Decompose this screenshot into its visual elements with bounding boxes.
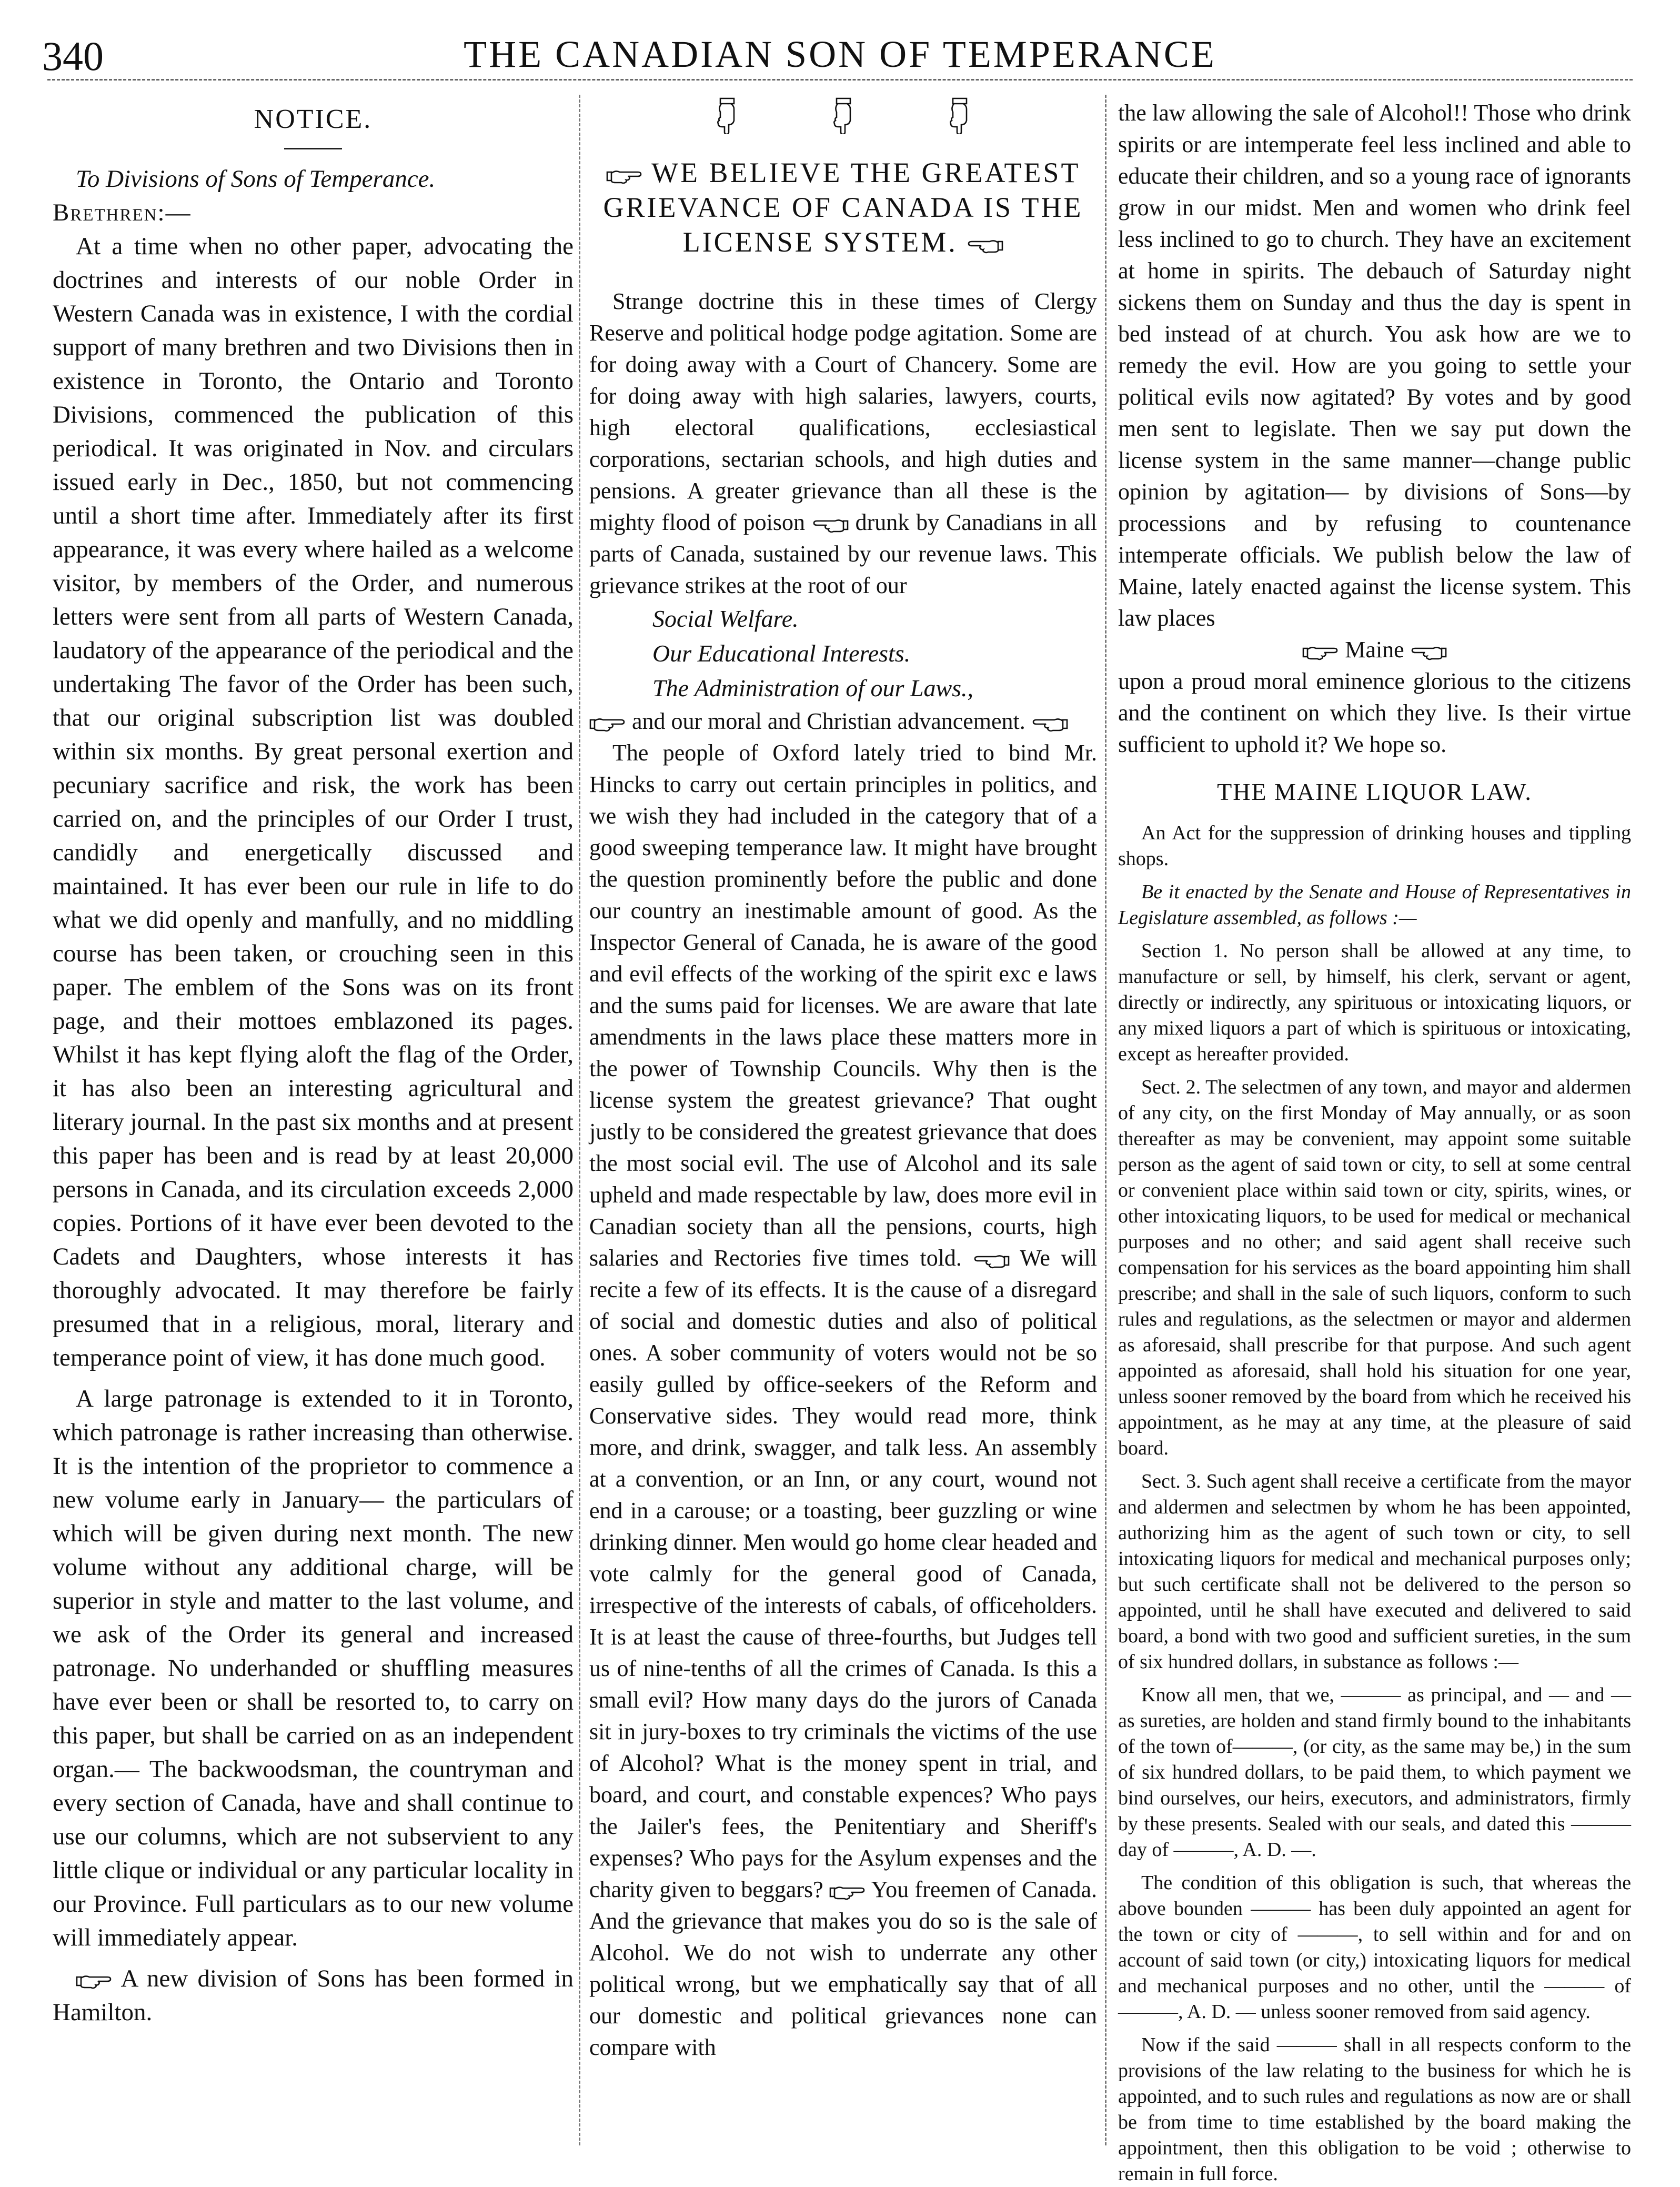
section-1: Section 1. No person shall be allowed at any time, to manufacture or sell, by himself, his clerk, servant or agent, directly or indirectly, any spirituous or intoxicating liquors, or any mixed liquors a part of which is spirituous or intoxicating, except as hereafter provided. [1118, 940, 1631, 1065]
pointing-hand-icon [812, 516, 849, 534]
editorial-paragraph-1c-text: and our moral and Christian advancement. [632, 708, 1025, 734]
column-maine-law [1118, 97, 1631, 2187]
notice-paragraph-3 [53, 1962, 574, 2029]
page-number: 340 [42, 33, 104, 79]
title-rule [284, 148, 342, 149]
spacer [1118, 1863, 1631, 1870]
motto-1: Social Welfare. [652, 605, 799, 632]
notice-paragraph-1: At a time when no other paper, advocating the doctrines and interests of our noble Order in Western Canada was in existence, I with the cordial support of many brethren and two Divisions then in existence in Toronto, the Ontario and Toronto Divisions, commenced the publication of this periodical. It was originated in Nov. and circulars issued early in Dec., 1850, but not commencing until a short time after. Immediately after its first appearance, it was every where hailed as a welcome visitor, by members of the Order, and numerous letters were sent from all parts of Western Canada, laudatory of the appearance of the periodical and the undertaking The favor of the Order has been such, that our original subscription list was doubled within six months. By great personal exertion and pecuniary sacrifice and risk, the work has been carried on, and the principles of our Order I trust, candidly and energetically discussed and maintained. It has ever been our rule in life to do what we did openly and manfully, and no middling course has been taken, or crouching seen in this paper. The emblem of the Sons was on its front page, and their mottoes emblazoned its pages. Whilst it has kept flying aloft the flag of the Order, it has also been an interesting agricultural and literary journal. In the past six months and at present this paper has been and is read by at least 20,000 persons in Canada, and its circulation exceeds 2,000 copies. Portions of it have ever been devoted to the Cadets and Daughters, whose interests it has thoroughly advocated. It may therefore be fairly presumed that in a religious, moral, literary and temperance point of view, it has done much good. [53, 233, 574, 1371]
act-title: An Act for the suppression of drinking houses and tippling shops. [1118, 822, 1631, 870]
pointing-hand-icon [1410, 643, 1447, 661]
column3-paragraph-2: upon a proud moral eminence glorious to the citizens and the continent on which they live. Is their virtue sufficient to uphold it? We hope so. [1118, 668, 1631, 757]
pointing-hand-icon [973, 1251, 1010, 1269]
pointing-hand-icon [606, 167, 643, 185]
maine-line [1118, 634, 1631, 666]
spacer [53, 1954, 574, 1962]
editorial-paragraph-1a: Strange doctrine this in these times of Clergy Reserve and political hodge podge agitation. Some are for doing away with a Court of Chancery. Some are for doing away with high salaries, lawyers, courts, high electoral qualifications, ecclesiastical corporations, sectarian schools, and high duties and pensions. A greater grievance than all these is the mighty flood of poison [589, 288, 1097, 535]
editorial-paragraph-1 [589, 286, 1097, 601]
spacer [1118, 931, 1631, 938]
editorial-paragraph-2 [589, 737, 1097, 2063]
law-title: THE MAINE LIQUOR LAW. [1217, 778, 1532, 805]
column3-paragraph-1: the law allowing the sale of Alcohol!! Those who drink spirits or are intemperate feel less inclined and able to educate their children, and so a young race of ignorants grow in our midst. Men and women who drink feel less inclined to go to church. They have an excitement at home in spirits. The debauch of Saturday night sickens them on Sunday and thus the day is spent in bed instead of at church. You ask how are we to remedy the evil. How are you going to settle your political evils now agitated? By votes and by good men sent to legislate. Then we say put down the license system in the same manner—change public opinion by agitation— by divisions of Sons—by processions and by refusing to countenance intemperate officials. We publish below the law of Maine, lately enacted against the license system. This law places [1118, 100, 1631, 631]
pointing-hand-icon [1031, 715, 1068, 733]
editorial-title-text: WE BELIEVE THE GREATEST GRIEVANCE OF CANADA IS THE LICENSE SYSTEM. [603, 157, 1083, 258]
section-3: Sect. 3. Such agent shall receive a certificate from the mayor and aldermen and selectmen by whom he has been appointed, authorizing him as the agent of such town or city, to sell intoxicating liquors for medical and mechanical purposes only; but such certificate shall not be delivered to the person so appointed, until he shall have executed and delivered to said board, a bond with two good and sufficient sureties, in the sum of six hundred dollars, in substance as follows :— [1118, 1470, 1631, 1673]
spacer [53, 1375, 574, 1382]
motto-2: Our Educational Interests. [652, 640, 911, 667]
pointing-hand-icon [709, 97, 746, 134]
editorial-title [589, 155, 1097, 259]
motto-3: The Administration of our Laws., [652, 675, 974, 701]
pointing-hand-icon [941, 97, 978, 134]
editorial-paragraph-1b: drunk by Canadians in all parts of Canada, sustained by our revenue laws. This grievance strikes at the root of our [589, 509, 1097, 598]
editorial-paragraph-2a: The people of Oxford lately tried to bind Mr. Hincks to carry out certain principles in politics, and we wish they had included in the category that of a good sweeping temperance law. It might have brought the question prominently before the public and done our country an inestimable amount of good. As the Inspector General of Canada, he is aware of the good and evil effects of the working of the spirit exc e laws and the sums paid for licenses. We are aware that late amendments in the laws place these matters more in the power of Township Councils. Why then is the license system the greatest grievance? That ought justly to be considered the greatest grievance that does the most social evil. The use of Alcohol and its sale upheld and made respectable by law, does more evil in Canadian society than all the pensions, courts, high salaries and Rectories five times told. [589, 740, 1097, 1271]
hands-ornament [589, 97, 1097, 143]
notice-paragraph-3-text: A new division of Sons has been formed in Hamilton. [53, 1965, 574, 2026]
column-notice [53, 97, 574, 2029]
enacting-clause: Be it enacted by the Senate and House of Representatives in Legislature assembled, as follows :— [1118, 881, 1631, 929]
pointing-hand-icon [76, 1972, 113, 1990]
editorial-paragraph-2b: We will recite a few of its effects. It is the cause of a disregard of social and domestic duties and also of political ones. A sober community of voters would not be so easily gulled by office-seekers of the Reform and Conservative sides. They would read more, think more, and drink, swagger, and talk less. An assembly at a convention, or an Inn, or any court, wound not end in a carouse; or a toasting, beer guzzling or wine drinking dinner. Men would go home clear headed and vote calmly for the general good of Canada, irrespective of the interests of cabals, of officeholders. It is at least the cause of three-fourths, but Judges tell us of nine-tenths of all the crimes of Canada. Is this a small evil? How many days do the jurors of Canada sit in jury-boxes to try criminals the victims of the use of Alcohol? What is the money spent in trial, and board, and court, and constable expences? Who pays the Jailer's fees, the Penitentiary and Sheriff's expenses? Who pays for the Asylum expenses and the charity given to beggars? [589, 1245, 1097, 1902]
pointing-hand-icon [967, 236, 1003, 254]
pointing-hand-icon [825, 97, 862, 134]
spacer [1118, 1675, 1631, 1682]
bond-void-clause: Now if the said ——— shall in all respects conform to the provisions of the law relating to the business for which he is appointed, and to such rules and regulations as now are or shall be from time to time established by the board making the appointment, then this obligation to be void ; otherwise to remain in full force. [1118, 2034, 1631, 2185]
page-header [42, 33, 1638, 91]
column-divider-left [579, 95, 580, 2145]
running-title: THE CANADIAN SON OF TEMPERANCE [464, 33, 1216, 75]
section-2: Sect. 2. The selectmen of any town, and mayor and aldermen of any city, on the first Monday of May annually, or as soon thereafter as may be convenient, may appoint some suitable person as the agent of said town or city, to sell at some central or convenient place within said town or city, spirits, wines, or other intoxicating liquors, to be used for medical or mechanical purposes and no other; and said agent shall receive such compensation for his services as the board appointing him shall prescribe; and shall in the sale of such liquors, conform to such rules and regulations, as the selectmen or mayor and aldermen as aforesaid, shall prescribe for that purpose. And such agent appointed as aforesaid, shall hold his situation for one year, unless sooner removed by the board from which he received his appointment, as he may at any time, at the pleasure of said board. [1118, 1076, 1631, 1459]
column-divider-right [1105, 95, 1106, 2145]
editorial-paragraph-1c [589, 706, 1097, 737]
notice-address: To Divisions of Sons of Temperance. [76, 165, 436, 193]
header-rule [47, 79, 1633, 81]
spacer [1118, 872, 1631, 879]
notice-salutation: Brethren:— [53, 199, 192, 226]
pointing-hand-icon [1302, 643, 1339, 661]
spacer [1118, 1461, 1631, 1469]
notice-title: NOTICE. [254, 104, 373, 134]
pointing-hand-icon [589, 715, 626, 733]
bond-form: Know all men, that we, ——— as principal, and — and — as sureties, are holden and stand firmly bound to the inhabitants of the town of———, (or city, as the same may be,) in the sum of six hundred dollars, to be paid them, to which payment we bind ourselves, our heirs, executors, and administrators, firmly by these presents. Sealed with our seals, and dated this ——— day of ———, A. D. —. [1118, 1684, 1631, 1861]
editorial-paragraph-2c: You freemen of Canada. And the grievance that makes you do so is the sale of Alcohol. We do not wish to underrate any other political wrong, but we emphatically say that of all our domestic and political grievances none can compare with [589, 1877, 1097, 2060]
spacer [1118, 2025, 1631, 2032]
notice-paragraph-2: A large patronage is extended to it in Toronto, which patronage is rather increasing than otherwise. It is the intention of the proprietor to commence a new volume early in January— the particulars of which will be given during next month. The new volume without any additional charge, will be superior in style and matter to the last volume, and we ask of the Order its general and increased patronage. No underhanded or shuffling measures have ever been or shall be resorted to, to carry on this paper, but shall be carried on as an independent organ.— The backwoodsman, the countryman and every section of Canada, have and shall continue to use our columns, which are not subservient to any little clique or individual or any particular locality in our Province. Full particulars as to our new volume will immediately appear. [53, 1385, 574, 1951]
maine-label: Maine [1345, 637, 1404, 663]
bond-condition: The condition of this obligation is such, that whereas the above bounden ——— has been duly appointed an agent for the town or city of ———, to sell within and for and on account of said town (or city,) intoxicating liquors for medical and mechanical purposes and no other, until the ——— of ———, A. D. — unless sooner removed from said agency. [1118, 1872, 1631, 2023]
column-editorial [589, 97, 1097, 2063]
spacer [1118, 1067, 1631, 1075]
pointing-hand-icon [829, 1883, 866, 1901]
